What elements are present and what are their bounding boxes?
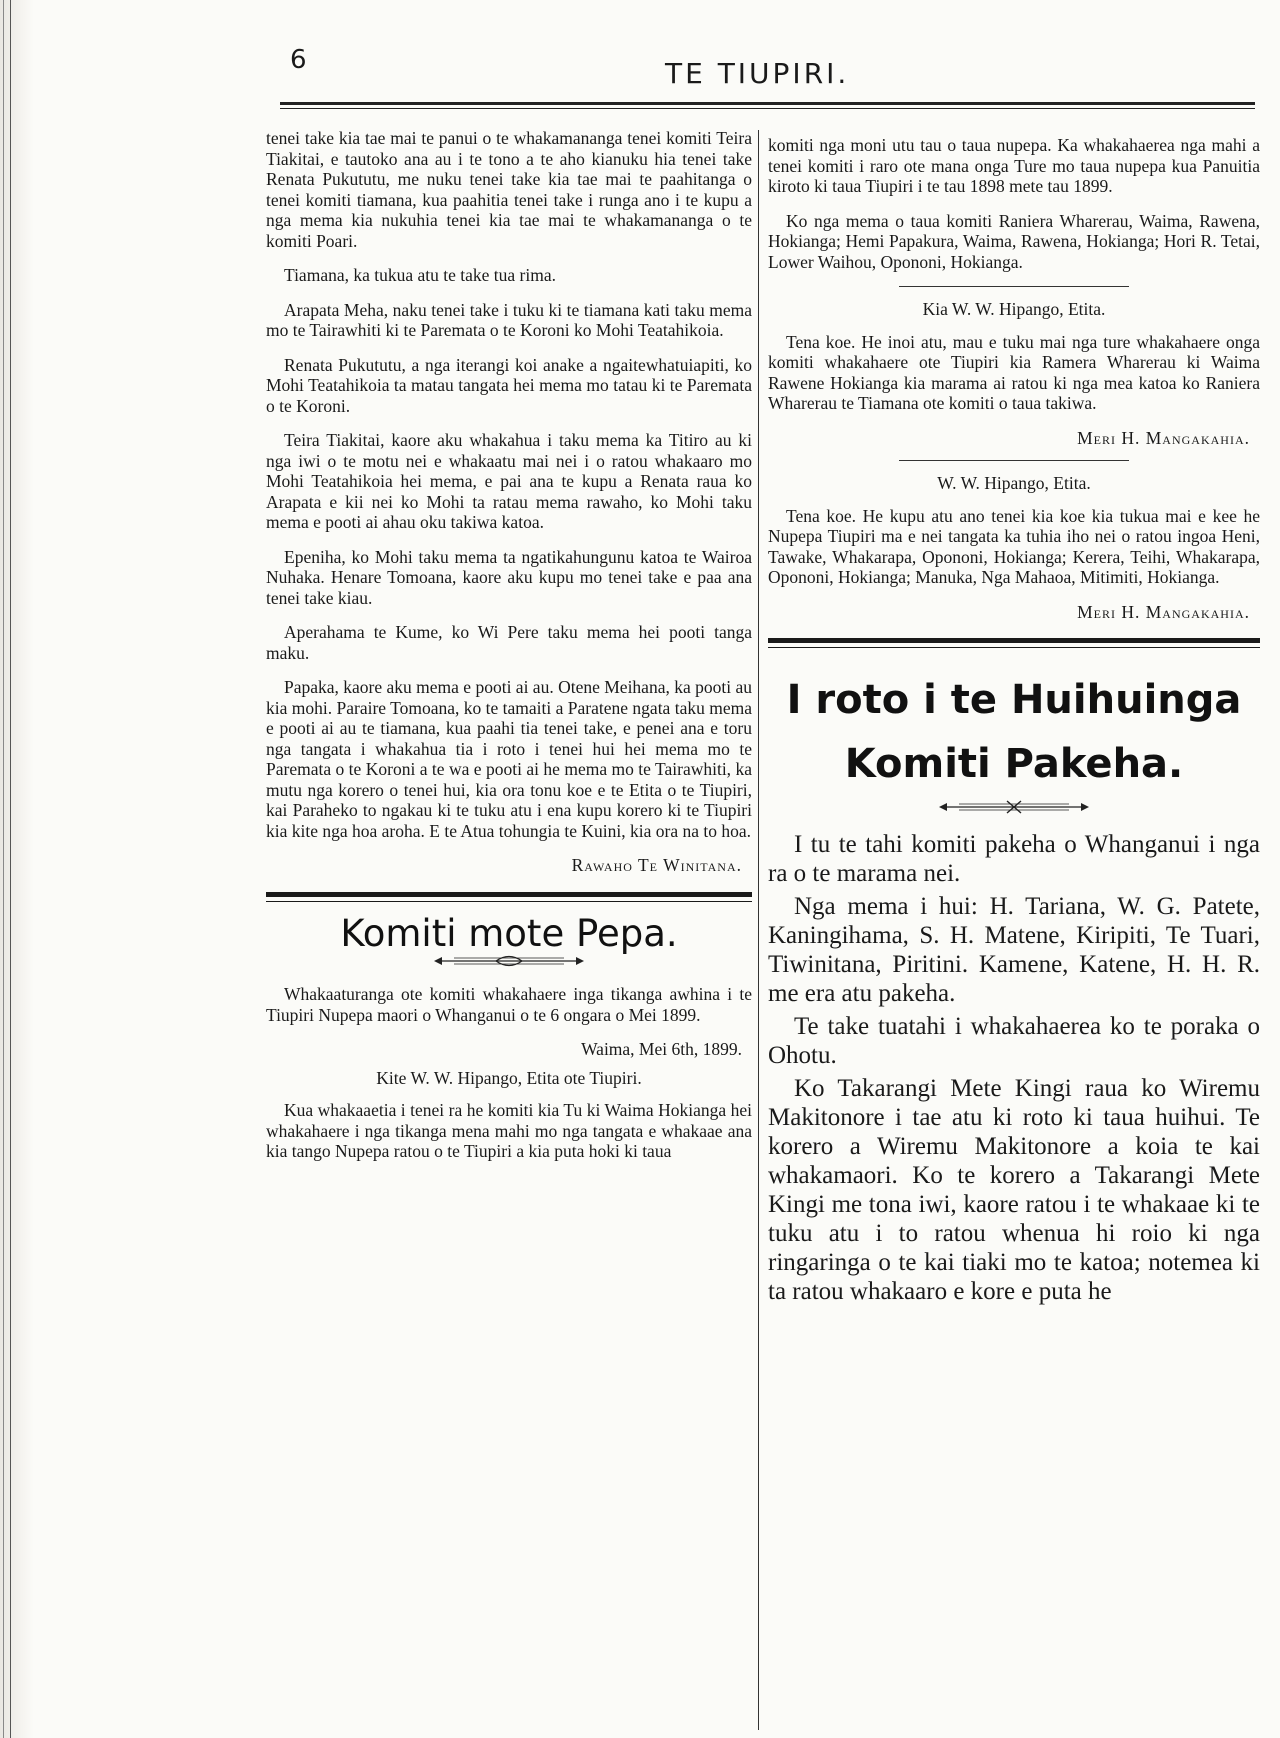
ornament-icon — [434, 954, 584, 968]
dateline: Waima, Mei 6th, 1899. — [581, 1039, 742, 1059]
column-divider — [758, 130, 759, 1730]
section-rule — [768, 638, 1260, 643]
section-title-line-2: Komiti Pakeha. — [844, 741, 1184, 787]
paragraph: Arapata Meha, naku tenei take i tuku ki te tiamana kati taku mema mo te Tairawhiti ki te Paremata o te Koroni ko Mohi Teatahikoia. — [266, 299, 752, 340]
paragraph: Tena koe. He kupu atu ano tenei kia koe kia tukua mai e kee he Nupepa Tiupiri ma e nei tangata ka tuhia iho nei o ratou ingoa Heni, Tawake, Whakarapa, Opononi, Hokianga; Kerera, Teihi, Whakarapa, Opononi, Hokianga; Manuka, Nga Mahaoa, Mitimiti, Hokianga. — [768, 505, 1260, 587]
signature: Rawaho Te Winitana. — [571, 855, 742, 875]
paragraph: Te take tuatahi i whakahaerea ko te poraka o Ohotu. — [768, 1013, 1260, 1069]
separator-rule — [899, 460, 1129, 461]
signature: Meri H. Mangakahia. — [1077, 427, 1250, 448]
paragraph: komiti nga moni utu tau o taua nupepa. Ka whakahaerea nga mahi a tenei komiti i raro ote mana onga Ture mo taua nupepa kua Panuitia kiroto ki taua Tiupiri i te tau 1898 mete tau 1899. — [768, 135, 1260, 196]
ornament-icon — [939, 800, 1089, 814]
ornament-divider — [768, 798, 1260, 812]
paragraph: Tena koe. He inoi atu, mau e tuku mai nga ture whakahaere onga komiti whakahaere ote Tiupiri kia Ramera Wharerau ki Waima Rawene Hokianga kia marama ai ratou ki nga mea katoa ko Raniera Wharerau te Tiamana ote komiti o taua takiwa. — [768, 331, 1260, 413]
salutation: W. W. Hipango, Etita. — [937, 473, 1091, 493]
signature: Meri H. Mangakahia. — [1077, 601, 1250, 622]
section-title-line-1: I roto i te Huihuinga — [786, 677, 1242, 723]
paragraph: Ko nga mema o taua komiti Raniera Wharerau, Waima, Rawena, Hokianga; Hemi Papakura, Waima, Rawena, Hokianga; Hori R. Tetai, Lower Waihou, Opononi, Hokianga. — [768, 210, 1260, 272]
section-title-komiti-mote-pepa: Komiti mote Pepa. — [340, 911, 678, 955]
paragraph: Papaka, kaore aku mema e pooti ai au. Otene Meihana, ka pooti au kia mohi. Paraire Tomoana, ko te tamaiti a Paratene ngata taku mema e pooti ai au te tiamana, kua paahi tia tenei take, e penei ana e toru nga tangata i whakahua tia i roto i tenei hui hei mema mo te Paremata o te Koroni a te wa e pooti ai he mema mo te Tairawhiti, ka mutu nga korero o tenei hui, kia ora tonu koe e te Etita o te Tiupiri, kai Paraheko to ngakau ki te tuku atu i ena kupu korero ki te Tiupiri kia kite nga hoa aroha. E te Atua tohungia te Kuini, kia ora na to hoa. — [266, 677, 752, 841]
paragraph: tenei take kia tae mai te panui o te whakamananga tenei komiti Teira Tiakitai, e tautoko ana au i te tono a te aho kianuku hia tenei take Renata Pukututu, me nuku tenei take kia tae mai te paahitanga o tenei komiti tiamana, kua paahitia tenei take i runga ano i te kupu a nga mema kia nukuhia tenei kia tae mai te whakamananga o te komiti Poari. — [266, 128, 752, 251]
ornament-divider — [266, 952, 752, 966]
binding-edge — [0, 0, 34, 1738]
page-header — [280, 45, 1250, 105]
salutation: Kia W. W. Hipango, Etita. — [922, 299, 1106, 319]
paragraph: Epeniha, ko Mohi taku mema ta ngatikahungunu katoa te Wairoa Nuhaka. Henare Tomoana, kaore aku kupu mo tenei take e paa ana tenei take kiau. — [266, 546, 752, 608]
separator-rule — [899, 286, 1129, 287]
section-rule-thin — [768, 647, 1260, 648]
paragraph: Teira Tiakitai, kaore aku whakahua i taku mema ka Titiro au ki nga iwi o te motu nei e whakaatu mai nei i o ratou whakaaro mo Mohi Teatahikoia hei mema, e pai ana te kupu a Renata raua ko Arapata e kii nei ko Mohi ta ratau mema rawaho, ko Mohi taku mema e pooti ai ahau oku takiwa katoa. — [266, 430, 752, 532]
header-rule-top — [280, 102, 1255, 105]
paragraph: Tiamana, ka tukua atu te take tua rima. — [284, 265, 556, 285]
header-rule-bottom — [280, 108, 1255, 109]
salutation: Kite W. W. Hipango, Etita ote Tiupiri. — [376, 1067, 642, 1088]
paragraph: Nga mema i hui: H. Tariana, W. G. Patete, Kaningihama, S. H. Matene, Kiripiti, Te Tuari, Tiwinitana, Piritini. Kamene, Katene, H. H. R. me era atu pakeha. — [768, 893, 1260, 1007]
running-head: TE TIUPIRI. — [665, 57, 850, 90]
section-rule-thin — [266, 901, 752, 902]
page-number: 6 — [290, 45, 307, 75]
paragraph: Kua whakaaetia i tenei ra he komiti kia Tu ki Waima Hokianga hei whakahaere i nga tikanga mena mahi mo nga tangata e whakaae ana kia tango Nupepa ratou o te Tiupiri a kia puta hoki ki taua — [266, 1100, 752, 1161]
paragraph: I tu te tahi komiti pakeha o Whanganui i nga ra o te marama nei. — [768, 831, 1260, 887]
left-column — [266, 128, 752, 1176]
paragraph: Renata Pukututu, a nga iterangi koi anake a ngaitewhatuiapiti, ko Mohi Teatahikoia ta matau tangata hei mema mo tatau ki te Paremata o te Koroni. — [266, 354, 752, 416]
right-column — [768, 135, 1260, 1310]
section-rule — [266, 892, 752, 897]
paragraph: Whakaaturanga ote komiti whakahaere inga tikanga awhina i te Tiupiri Nupepa maori o Whanganui o te 6 ongara o Mei 1899. — [266, 984, 752, 1025]
article-body — [768, 830, 1260, 1306]
paragraph: Ko Takarangi Mete Kingi raua ko Wiremu Makitonore i tae atu ki roto ki taua huihui. Te korero a Wiremu Makitonore a koia te kai whakamaori. Ko te korero a Takarangi Mete Kingi me tona iwi, kaore ratou i te whakaae ki te tuku atu i to ratou whenua hi roio ki nga ringaringa o te kai tiaki mo te katoa; notemea ki ta ratou whakaaro e kore e puta he — [768, 1075, 1260, 1305]
paragraph: Aperahama te Kume, ko Wi Pere taku mema hei pooti tanga maku. — [266, 622, 752, 663]
